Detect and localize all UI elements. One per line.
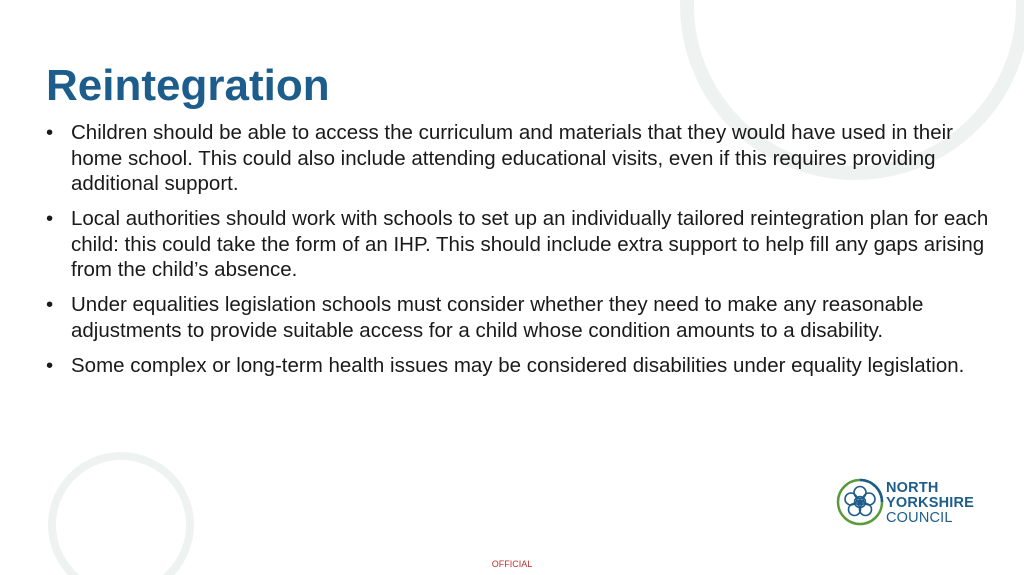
bullet-text: Some complex or long-term health issues may be considered disabilities under equality legislation. [71, 353, 965, 377]
logo-line-yorkshire: YORKSHIRE [886, 495, 975, 511]
security-classification-label: OFFICIAL [491, 559, 533, 569]
council-logo [836, 478, 986, 530]
bullet-text: Children should be able to access the curriculum and materials that they would have used in their home school. This could also include attending educational visits, even if this requires providing additional support. [71, 121, 953, 195]
bullet-dot-icon: • [46, 293, 54, 316]
bullet-dot-icon: • [46, 353, 54, 377]
slide-title: Reintegration [46, 61, 330, 110]
bullet-item [46, 353, 1006, 379]
logo-line-north: NORTH [886, 480, 939, 496]
bullet-item [46, 120, 1006, 197]
bullet-item [46, 292, 1006, 343]
bullet-text: Local authorities should work with schools to set up an individually tailored reintegration plan for each child: this could take the form of an IHP. This should include extra support to help fill any gaps arising from the child’s absence. [71, 207, 989, 281]
bullet-item [46, 206, 1006, 283]
decorative-ring-bottom [48, 452, 194, 575]
bullet-dot-icon: • [46, 121, 54, 144]
bullet-list [46, 120, 1006, 388]
rose-emblem-icon [836, 478, 884, 526]
bullet-dot-icon: • [46, 207, 54, 230]
logo-wordmark [886, 481, 974, 526]
logo-line-council: COUNCIL [886, 510, 953, 526]
bullet-text: Under equalities legislation schools must consider whether they need to make any reasonable adjustments to provide suitable access for a child whose condition amounts to a disability. [71, 293, 924, 342]
